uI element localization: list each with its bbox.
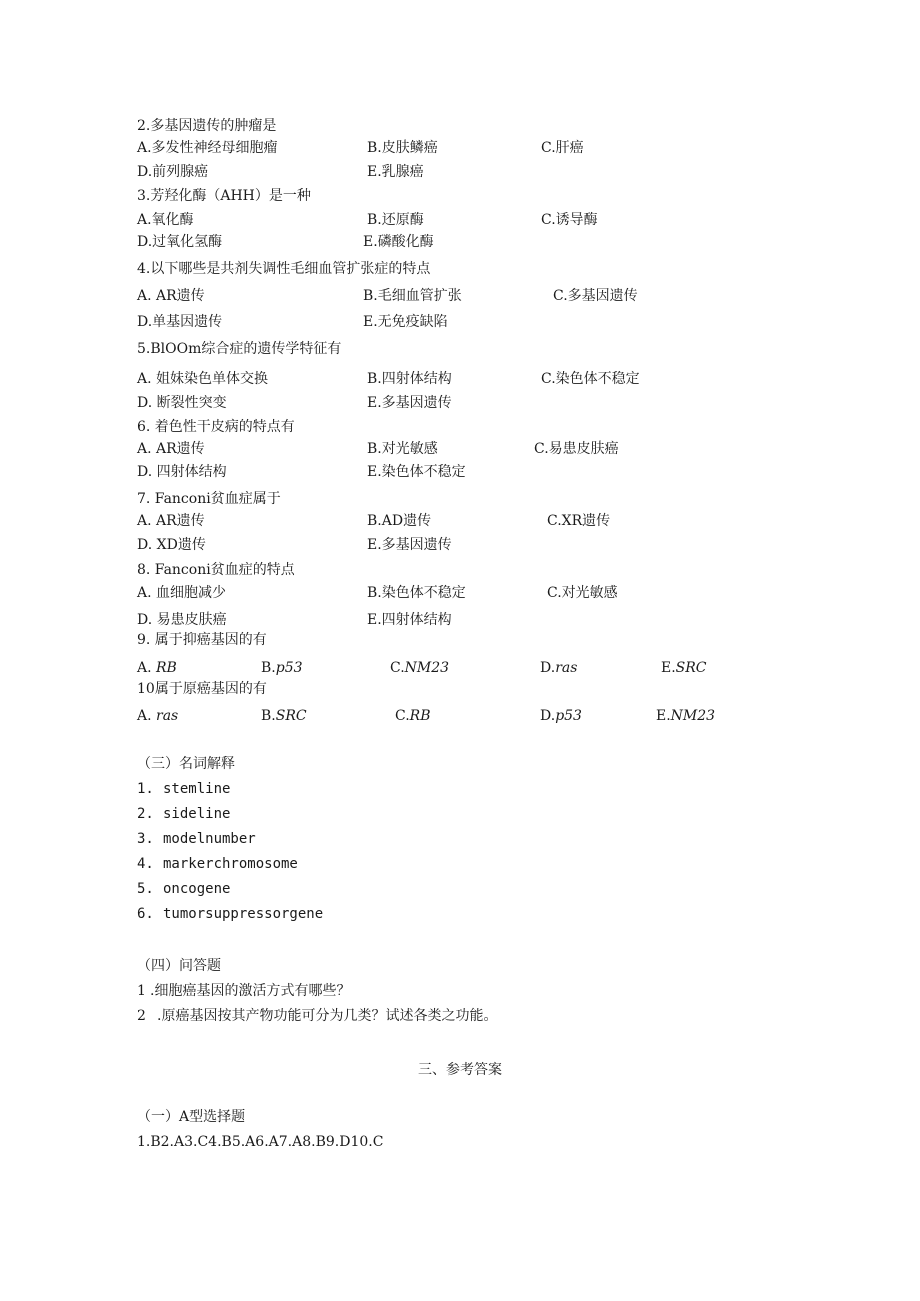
option-e: E.多基因遗传 — [367, 537, 452, 553]
option-e — [661, 660, 707, 676]
option-label: A. — [137, 708, 157, 724]
option-label: C. — [390, 660, 405, 676]
option-e: E.多基因遗传 — [367, 395, 452, 411]
option-b: B.皮肤鳞癌 — [367, 140, 438, 156]
option-label: B. — [261, 660, 276, 676]
question-2-stem: 2.多基因遗传的肿瘤是 — [137, 118, 277, 134]
option-a: A.多发性神经母细胞瘤 — [137, 140, 278, 156]
option-e — [656, 708, 715, 724]
term-text: stemline — [163, 781, 231, 797]
option-c: C.多基因遗传 — [553, 288, 638, 304]
option-c — [395, 708, 431, 724]
option-label: C. — [395, 708, 410, 724]
gene-name: p53 — [555, 708, 582, 724]
answers-line: 1.B2.A3.C4.B5.A6.A7.A8.B9.D10.C — [137, 1134, 384, 1150]
term-text: oncogene — [163, 881, 231, 897]
term-number: 4. — [137, 856, 154, 872]
option-label: E. — [661, 660, 676, 676]
gene-name: SRC — [675, 660, 707, 676]
option-b: B.还原酶 — [367, 212, 424, 228]
option-e: E.四射体结构 — [367, 612, 452, 628]
option-a: A. AR遗传 — [137, 513, 205, 529]
term-number: 2. — [137, 806, 154, 822]
option-a: A. 姐妹染色单体交换 — [137, 371, 269, 387]
term-text: sideline — [163, 806, 231, 822]
gene-name: ras — [156, 708, 179, 724]
essay-number: 2 — [137, 1008, 146, 1024]
option-b — [261, 708, 307, 724]
option-c: C.对光敏感 — [547, 585, 618, 601]
option-c: C.肝癌 — [541, 140, 584, 156]
term-number: 1. — [137, 781, 154, 797]
question-10-stem: 10属于原癌基因的有 — [137, 681, 267, 697]
question-5-stem: 5.BlOOm综合症的遗传学特征有 — [137, 341, 342, 357]
option-d — [540, 660, 577, 676]
question-3-stem: 3.芳羟化酶（AHH）是一种 — [137, 188, 311, 204]
question-6-stem: 6. 着色性干皮病的特点有 — [137, 419, 295, 435]
option-b: B.对光敏感 — [367, 441, 438, 457]
option-b: B.四射体结构 — [367, 371, 452, 387]
term-number: 3. — [137, 831, 154, 847]
essay-text: .原癌基因按其产物功能可分为几类？试述各类之功能。 — [157, 1008, 498, 1024]
option-a: A. AR遗传 — [137, 441, 205, 457]
question-4-stem: 4.以下哪些是共剂失调性毛细血管扩张症的特点 — [137, 261, 431, 277]
option-c: C.诱导酶 — [541, 212, 598, 228]
option-label: E. — [656, 708, 671, 724]
option-a: A.氧化酶 — [137, 212, 194, 228]
answers-section-heading: （一）A型选择题 — [137, 1109, 246, 1125]
option-d: D. XD遗传 — [137, 537, 206, 553]
option-d: D. 易患皮肤癌 — [137, 612, 227, 628]
option-a — [137, 708, 178, 724]
terms-heading: （三）名词解释 — [137, 756, 235, 772]
gene-name: RB — [156, 660, 177, 676]
option-e: E.乳腺癌 — [367, 164, 424, 180]
option-a: A. AR遗传 — [137, 288, 205, 304]
term-text: markerchromosome — [163, 856, 298, 872]
option-d: D.单基因遗传 — [137, 314, 223, 330]
question-7-stem: 7. Fanconi贫血症属于 — [137, 491, 281, 507]
option-e: E.磷酸化酶 — [363, 234, 434, 250]
option-b — [261, 660, 303, 676]
option-e: E.染色体不稳定 — [367, 464, 466, 480]
option-d: D.过氧化氢酶 — [137, 234, 223, 250]
gene-name: SRC — [275, 708, 307, 724]
term-text: tumorsuppressorgene — [163, 906, 324, 922]
gene-name: ras — [555, 660, 578, 676]
gene-name: RB — [409, 708, 431, 724]
option-b: B.AD遗传 — [367, 513, 432, 529]
option-e: E.无免疫缺陷 — [363, 314, 448, 330]
question-8-stem: 8. Fanconi贫血症的特点 — [137, 562, 295, 578]
term-number: 6. — [137, 906, 154, 922]
option-b: B.毛细血管扩张 — [363, 288, 462, 304]
question-9-stem: 9. 属于抑癌基因的有 — [137, 632, 267, 648]
essay-number: 1 — [137, 983, 146, 999]
answers-title: 三、参考答案 — [418, 1062, 502, 1078]
option-c: C.易患皮肤癌 — [534, 441, 619, 457]
option-label: D. — [540, 660, 556, 676]
gene-name: NM23 — [670, 708, 716, 724]
essay-heading: （四）问答题 — [137, 958, 221, 974]
gene-name: p53 — [275, 660, 303, 676]
option-label: A. — [137, 660, 157, 676]
option-c: C.XR遗传 — [547, 513, 611, 529]
option-label: D. — [540, 708, 556, 724]
option-c: C.染色体不稳定 — [541, 371, 640, 387]
term-text: modelnumber — [163, 831, 256, 847]
option-d: D.前列腺癌 — [137, 164, 209, 180]
option-a — [137, 660, 177, 676]
option-a: A. 血细胞减少 — [137, 585, 227, 601]
option-d: D. 四射体结构 — [137, 464, 227, 480]
term-number: 5. — [137, 881, 154, 897]
option-d — [540, 708, 582, 724]
option-c — [390, 660, 449, 676]
essay-text: .细胞癌基因的激活方式有哪些？ — [150, 983, 351, 999]
option-label: B. — [261, 708, 276, 724]
option-d: D. 断裂性突变 — [137, 395, 227, 411]
option-b: B.染色体不稳定 — [367, 585, 466, 601]
gene-name: NM23 — [404, 660, 450, 676]
